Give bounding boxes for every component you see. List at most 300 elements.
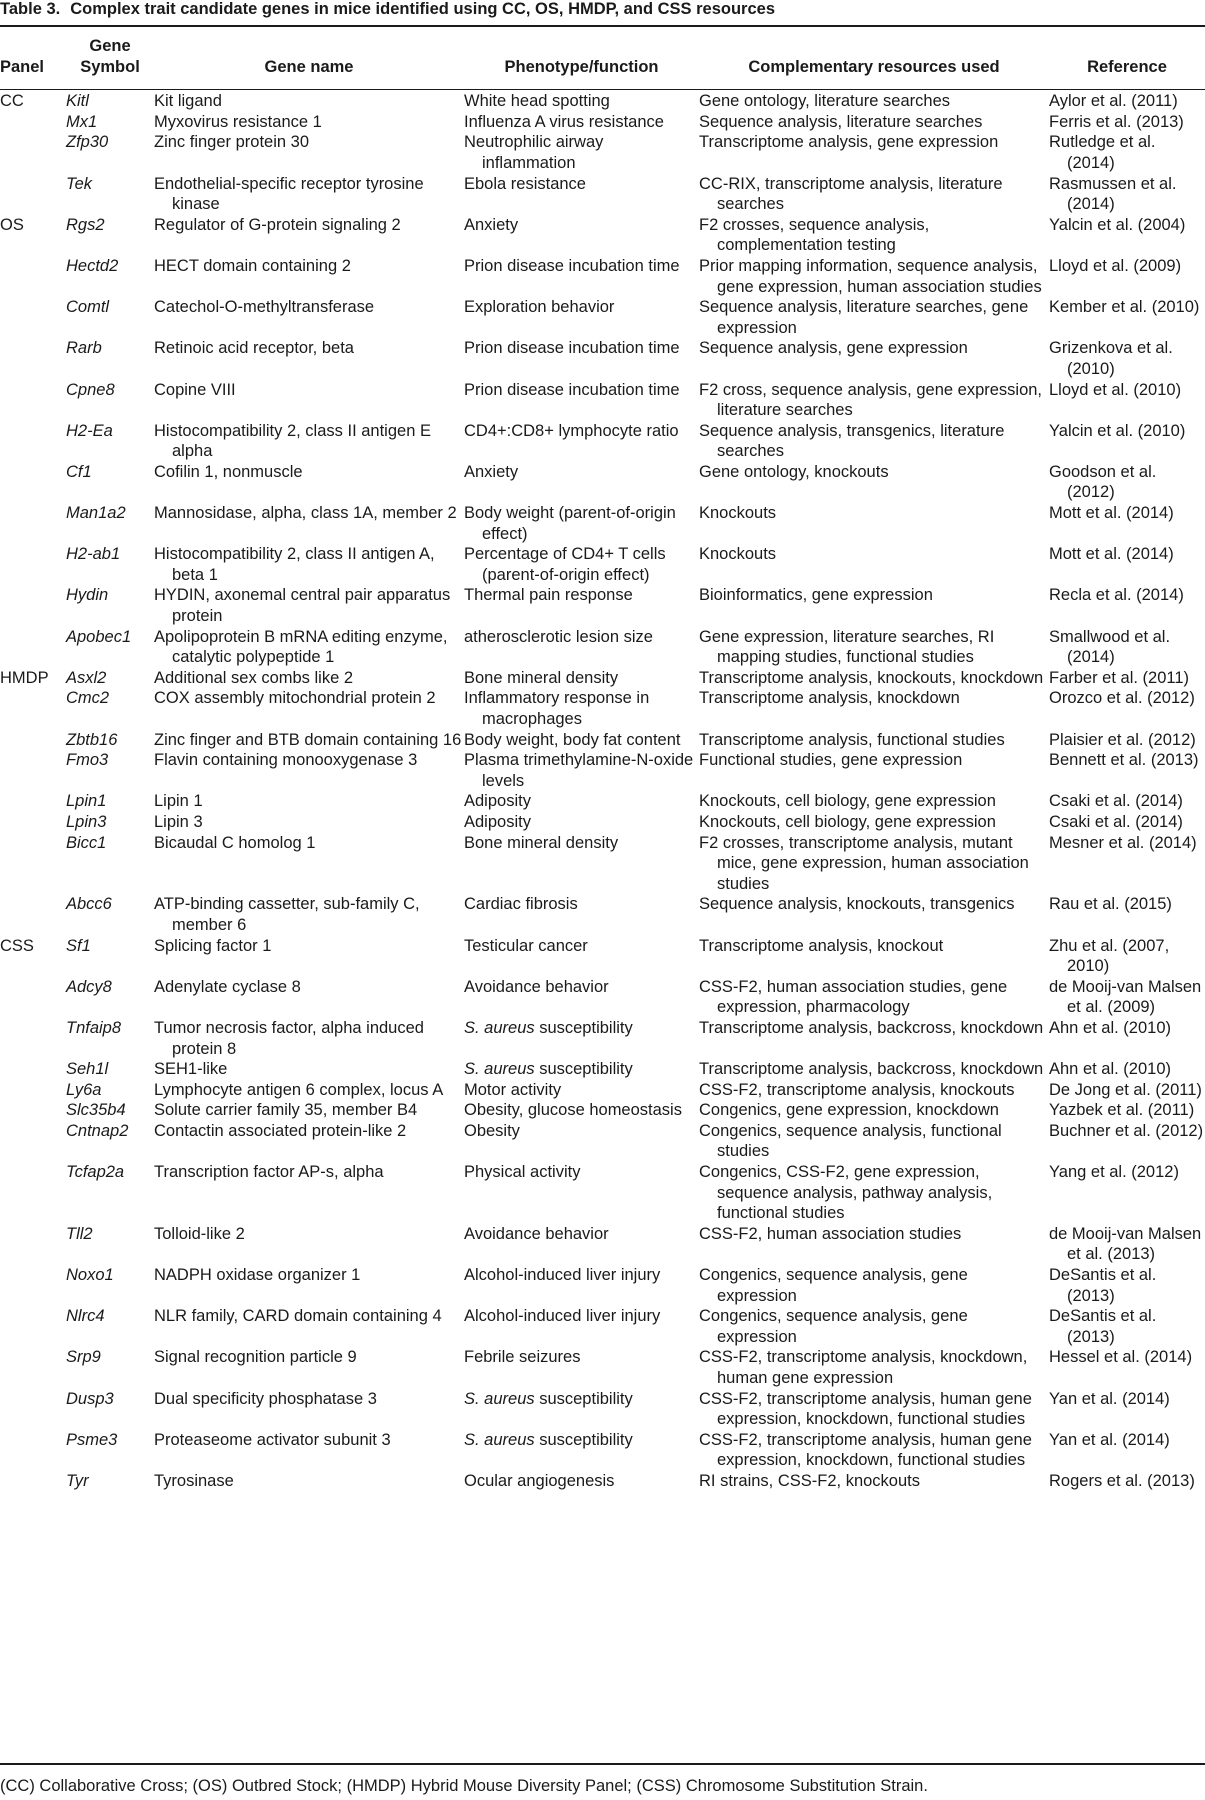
resources-cell: [699, 894, 1049, 935]
phenotype-text: Percentage of CD4+ T cells (parent-of-origin effect): [464, 545, 666, 584]
panel-cell: [0, 1121, 66, 1162]
resources-cell: [699, 1162, 1049, 1224]
phenotype-cell: [464, 688, 699, 729]
panel-cell: [0, 791, 66, 812]
gene-symbol-cell: [66, 380, 154, 421]
resources-text: Transcriptome analysis, knockouts, knockdown: [699, 668, 1044, 687]
panel-cell: [0, 91, 66, 112]
phenotype-text: Plasma trimethylamine-N-oxide levels: [464, 751, 694, 790]
table-row: [0, 132, 1205, 173]
resources-cell: [699, 297, 1049, 338]
panel-cell: [0, 750, 66, 791]
gene-name-text: Copine VIII: [154, 380, 236, 399]
gene-symbol-text: Cf1: [66, 462, 92, 481]
resources-cell: [699, 1389, 1049, 1430]
gene-symbol-cell: [66, 812, 154, 833]
resources-cell: [699, 791, 1049, 812]
resources-cell: [699, 936, 1049, 977]
gene-symbol-cell: [66, 91, 154, 112]
resources-cell: [699, 668, 1049, 689]
gene-name-cell: [154, 174, 464, 215]
resources-text: CSS-F2, transcriptome analysis, knockdown, human gene expression: [699, 1348, 1028, 1387]
gene-name-text: Apolipoprotein B mRNA editing enzyme, catalytic polypeptide 1: [154, 627, 448, 667]
gene-name-text: Myxovirus resistance 1: [154, 112, 322, 131]
panel-cell: [0, 668, 66, 689]
reference-text: Bennett et al. (2013): [1049, 751, 1199, 770]
table-row: [0, 977, 1205, 1018]
gene-name-cell: [154, 1100, 464, 1121]
gene-symbol-text: Adcy8: [66, 977, 112, 996]
gene-name-text: Endothelial-specific receptor tyrosine kinase: [154, 174, 424, 214]
resources-text: CSS-F2, transcriptome analysis, human gene expression, knockdown, functional studies: [699, 1389, 1032, 1429]
panel-cell: [0, 812, 66, 833]
resources-text: F2 crosses, transcriptome analysis, mutant mice, gene expression, human association studies: [699, 833, 1029, 893]
gene-symbol-cell: [66, 936, 154, 977]
panel-text: OS: [0, 215, 24, 234]
gene-name-cell: [154, 380, 464, 421]
reference-cell: [1049, 688, 1205, 729]
resources-cell: [699, 132, 1049, 173]
resources-cell: [699, 833, 1049, 895]
resources-cell: [699, 1347, 1049, 1388]
panel-cell: [0, 1224, 66, 1265]
panel-text: HMDP: [0, 668, 49, 687]
phenotype-cell: [464, 750, 699, 791]
gene-symbol-cell: [66, 1059, 154, 1080]
panel-text: CC: [0, 92, 24, 111]
phenotype-text: Obesity, glucose homeostasis: [464, 1101, 682, 1120]
gene-symbol-text: Nlrc4: [66, 1307, 105, 1326]
phenotype-cell: [464, 668, 699, 689]
table-row: [0, 380, 1205, 421]
gene-symbol-text: Rgs2: [66, 215, 105, 234]
reference-cell: [1049, 91, 1205, 112]
reference-text: Lloyd et al. (2010): [1049, 380, 1182, 399]
gene-name-text: Transcription factor AP-s, alpha: [154, 1163, 384, 1182]
gene-symbol-text: Tek: [66, 174, 92, 193]
gene-symbol-cell: [66, 585, 154, 626]
reference-text: Mesner et al. (2014): [1049, 833, 1197, 852]
gene-name-cell: [154, 215, 464, 256]
gene-name-cell: [154, 1121, 464, 1162]
panel-cell: [0, 936, 66, 977]
gene-name-cell: [154, 668, 464, 689]
gene-symbol-cell: [66, 215, 154, 256]
phenotype-rest: susceptibility: [534, 1060, 633, 1079]
reference-cell: [1049, 668, 1205, 689]
table-row: [0, 421, 1205, 462]
gene-symbol-text: Srp9: [66, 1348, 101, 1367]
gene-name-cell: [154, 977, 464, 1018]
gene-name-cell: [154, 1080, 464, 1101]
resources-text: CSS-F2, transcriptome analysis, human gene expression, knockdown, functional studies: [699, 1430, 1032, 1470]
gene-symbol-cell: [66, 338, 154, 379]
resources-cell: [699, 1430, 1049, 1471]
reference-text: Rutledge et al. (2014): [1049, 133, 1156, 172]
table-row: [0, 833, 1205, 895]
resources-text: Congenics, CSS-F2, gene expression, sequence analysis, pathway analysis, functional studies: [699, 1163, 993, 1223]
resources-cell: [699, 688, 1049, 729]
gene-symbol-cell: [66, 1306, 154, 1347]
gene-name-cell: [154, 791, 464, 812]
panel-cell: [0, 1059, 66, 1080]
phenotype-cell: [464, 1018, 699, 1059]
phenotype-cell: [464, 91, 699, 112]
gene-name-text: Solute carrier family 35, member B4: [154, 1101, 418, 1120]
table-row: [0, 174, 1205, 215]
resources-text: Sequence analysis, transgenics, literature searches: [699, 421, 1005, 461]
phenotype-text: Body weight, body fat content: [464, 730, 681, 749]
gene-symbol-text: Seh1l: [66, 1060, 109, 1079]
gene-symbol-text: Ly6a: [66, 1080, 102, 1099]
phenotype-text: Adiposity: [464, 792, 531, 811]
reference-text: Ahn et al. (2010): [1049, 1018, 1171, 1037]
gene-name-cell: [154, 812, 464, 833]
gene-symbol-cell: [66, 1100, 154, 1121]
phenotype-cell: [464, 215, 699, 256]
gene-symbol-cell: [66, 1471, 154, 1492]
reference-cell: [1049, 585, 1205, 626]
phenotype-cell: [464, 544, 699, 585]
gene-name-cell: [154, 1471, 464, 1492]
table-row: [0, 544, 1205, 585]
reference-cell: [1049, 1100, 1205, 1121]
reference-cell: [1049, 297, 1205, 338]
resources-text: Congenics, sequence analysis, gene expression: [699, 1266, 968, 1305]
resources-cell: [699, 1018, 1049, 1059]
gene-symbol-text: Abcc6: [66, 895, 112, 914]
reference-text: de Mooij-van Malsen et al. (2013): [1049, 1224, 1202, 1264]
gene-name-text: Cofilin 1, nonmuscle: [154, 462, 303, 481]
reference-text: Yalcin et al. (2004): [1049, 215, 1186, 234]
table-row: [0, 750, 1205, 791]
panel-cell: [0, 297, 66, 338]
reference-text: Rasmussen et al. (2014): [1049, 174, 1177, 214]
phenotype-text: Influenza A virus resistance: [464, 112, 664, 131]
bottom-rule: [0, 1763, 1205, 1765]
gene-symbol-cell: [66, 1224, 154, 1265]
phenotype-cell: [464, 1100, 699, 1121]
phenotype-cell: [464, 1265, 699, 1306]
gene-name-text: Flavin containing monooxygenase 3: [154, 751, 418, 770]
reference-cell: [1049, 791, 1205, 812]
resources-text: Congenics, sequence analysis, gene expression: [699, 1307, 968, 1346]
resources-text: CSS-F2, human association studies, gene expression, pharmacology: [699, 977, 1008, 1017]
gene-name-text: Bicaudal C homolog 1: [154, 833, 316, 852]
reference-cell: [1049, 338, 1205, 379]
phenotype-cell: [464, 503, 699, 544]
gene-symbol-text: Kitl: [66, 92, 89, 111]
reference-text: Goodson et al. (2012): [1049, 462, 1157, 502]
resources-text: Gene ontology, literature searches: [699, 92, 951, 111]
resources-cell: [699, 256, 1049, 297]
reference-text: Plaisier et al. (2012): [1049, 730, 1196, 749]
phenotype-text: Bone mineral density: [464, 668, 619, 687]
reference-cell: [1049, 462, 1205, 503]
gene-symbol-cell: [66, 1265, 154, 1306]
phenotype-text: [464, 1018, 699, 1039]
gene-name-text: Adenylate cyclase 8: [154, 977, 301, 996]
gene-symbol-text: Tnfaip8: [66, 1018, 122, 1037]
table-row: [0, 338, 1205, 379]
phenotype-cell: [464, 812, 699, 833]
panel-cell: [0, 1306, 66, 1347]
resources-cell: [699, 112, 1049, 133]
table-row: [0, 256, 1205, 297]
resources-cell: [699, 812, 1049, 833]
reference-cell: [1049, 1430, 1205, 1471]
reference-text: Csaki et al. (2014): [1049, 812, 1183, 831]
gene-symbol-cell: [66, 894, 154, 935]
gene-name-cell: [154, 421, 464, 462]
gene-symbol-cell: [66, 1018, 154, 1059]
resources-text: Gene ontology, knockouts: [699, 462, 889, 481]
gene-name-cell: [154, 833, 464, 895]
gene-name-text: Contactin associated protein-like 2: [154, 1121, 407, 1140]
resources-text: F2 crosses, sequence analysis, complementation testing: [699, 215, 930, 255]
gene-name-cell: [154, 627, 464, 668]
reference-text: Buchner et al. (2012): [1049, 1121, 1204, 1140]
header-phenotype: Phenotype/function: [504, 57, 659, 76]
phenotype-rest: susceptibility: [534, 1018, 633, 1037]
resources-cell: [699, 1121, 1049, 1162]
gene-symbol-cell: [66, 421, 154, 462]
resources-text: CSS-F2, transcriptome analysis, knockouts: [699, 1080, 1015, 1099]
header-reference: Reference: [1087, 57, 1167, 76]
reference-text: Yalcin et al. (2010): [1049, 421, 1186, 440]
gene-symbol-text: H2-Ea: [66, 421, 113, 440]
gene-symbol-text: Mx1: [66, 112, 98, 131]
reference-text: de Mooij-van Malsen et al. (2009): [1049, 977, 1202, 1017]
panel-cell: [0, 544, 66, 585]
resources-text: Transcriptome analysis, backcross, knockdown: [699, 1060, 1044, 1079]
panel-cell: [0, 730, 66, 751]
resources-cell: [699, 421, 1049, 462]
panel-cell: [0, 1347, 66, 1388]
gene-name-cell: [154, 544, 464, 585]
phenotype-rest: susceptibility: [534, 1389, 633, 1408]
gene-symbol-text: Psme3: [66, 1430, 118, 1449]
panel-cell: [0, 338, 66, 379]
gene-symbol-text: Fmo3: [66, 751, 109, 770]
panel-cell: [0, 112, 66, 133]
resources-cell: [699, 750, 1049, 791]
gene-name-cell: [154, 1224, 464, 1265]
resources-cell: [699, 585, 1049, 626]
table-caption: [0, 0, 1205, 22]
panel-cell: [0, 1430, 66, 1471]
reference-text: Ahn et al. (2010): [1049, 1060, 1171, 1079]
gene-symbol-cell: [66, 297, 154, 338]
resources-cell: [699, 462, 1049, 503]
phenotype-cell: [464, 462, 699, 503]
gene-name-cell: [154, 112, 464, 133]
resources-cell: [699, 1265, 1049, 1306]
phenotype-text: Thermal pain response: [464, 586, 633, 605]
reference-cell: [1049, 894, 1205, 935]
resources-text: Knockouts: [699, 504, 777, 523]
resources-text: Congenics, sequence analysis, functional studies: [699, 1121, 1002, 1161]
reference-text: DeSantis et al. (2013): [1049, 1307, 1157, 1346]
gene-name-text: Additional sex combs like 2: [154, 668, 354, 687]
gene-symbol-cell: [66, 668, 154, 689]
resources-cell: [699, 380, 1049, 421]
panel-cell: [0, 833, 66, 895]
phenotype-cell: [464, 1306, 699, 1347]
phenotype-cell: [464, 421, 699, 462]
gene-symbol-text: Man1a2: [66, 504, 126, 523]
table-row: [0, 585, 1205, 626]
resources-text: Transcriptome analysis, knockout: [699, 936, 944, 955]
gene-name-text: COX assembly mitochondrial protein 2: [154, 689, 436, 708]
gene-symbol-cell: [66, 1347, 154, 1388]
table-row: [0, 1018, 1205, 1059]
table-row: [0, 1306, 1205, 1347]
panel-cell: [0, 380, 66, 421]
table-row: [0, 730, 1205, 751]
gene-symbol-text: Cmc2: [66, 689, 110, 708]
phenotype-cell: [464, 1080, 699, 1101]
gene-name-text: NADPH oxidase organizer 1: [154, 1266, 361, 1285]
table-row: [0, 1430, 1205, 1471]
table-row: [0, 936, 1205, 977]
table-body: [0, 91, 1205, 1491]
table-row: [0, 668, 1205, 689]
gene-symbol-text: Hydin: [66, 586, 109, 605]
resources-text: RI strains, CSS-F2, knockouts: [699, 1471, 920, 1490]
phenotype-text: Anxiety: [464, 462, 519, 481]
gene-name-text: Proteaseome activator subunit 3: [154, 1430, 391, 1449]
panel-cell: [0, 1471, 66, 1492]
gene-name-text: HYDIN, axonemal central pair apparatus protein: [154, 586, 451, 626]
gene-name-cell: [154, 132, 464, 173]
species-name: S. aureus: [464, 1018, 535, 1037]
gene-name-text: SEH1-like: [154, 1060, 228, 1079]
reference-text: Ferris et al. (2013): [1049, 112, 1184, 131]
table-row: [0, 1059, 1205, 1080]
resources-cell: [699, 503, 1049, 544]
panel-cell: [0, 627, 66, 668]
gene-symbol-cell: [66, 544, 154, 585]
gene-name-cell: [154, 1430, 464, 1471]
resources-cell: [699, 544, 1049, 585]
gene-symbol-cell: [66, 1389, 154, 1430]
reference-cell: [1049, 174, 1205, 215]
reference-cell: [1049, 132, 1205, 173]
reference-cell: [1049, 1471, 1205, 1492]
resources-text: Sequence analysis, knockouts, transgenics: [699, 895, 1015, 914]
gene-symbol-text: Rarb: [66, 339, 102, 358]
table-row: [0, 1080, 1205, 1101]
resources-cell: [699, 1224, 1049, 1265]
table-label: Table 3.: [0, 0, 61, 18]
panel-cell: [0, 688, 66, 729]
phenotype-text: Prion disease incubation time: [464, 339, 680, 358]
resources-text: Transcriptome analysis, functional studies: [699, 730, 1005, 749]
phenotype-cell: [464, 112, 699, 133]
gene-name-text: Splicing factor 1: [154, 936, 272, 955]
gene-name-cell: [154, 936, 464, 977]
gene-symbol-cell: [66, 791, 154, 812]
reference-text: De Jong et al. (2011): [1049, 1080, 1202, 1099]
resources-cell: [699, 1306, 1049, 1347]
phenotype-text: Alcohol-induced liver injury: [464, 1307, 661, 1326]
gene-name-cell: [154, 462, 464, 503]
resources-text: CSS-F2, human association studies: [699, 1224, 962, 1243]
panel-cell: [0, 894, 66, 935]
reference-cell: [1049, 730, 1205, 751]
phenotype-text: Adiposity: [464, 812, 531, 831]
gene-symbol-text: Cpne8: [66, 380, 115, 399]
phenotype-text: Avoidance behavior: [464, 977, 609, 996]
gene-name-text: Mannosidase, alpha, class 1A, member 2: [154, 504, 457, 523]
species-name: S. aureus: [464, 1389, 535, 1408]
gene-name-cell: [154, 91, 464, 112]
phenotype-text: Body weight (parent-of-origin effect): [464, 504, 676, 543]
gene-symbol-text: Cntnap2: [66, 1121, 129, 1140]
phenotype-text: Motor activity: [464, 1080, 562, 1099]
phenotype-text: Physical activity: [464, 1163, 581, 1182]
species-name: S. aureus: [464, 1060, 535, 1079]
reference-text: DeSantis et al. (2013): [1049, 1266, 1157, 1305]
gene-symbol-cell: [66, 688, 154, 729]
gene-symbol-text: Zbtb16: [66, 730, 118, 749]
gene-symbol-cell: [66, 1430, 154, 1471]
reference-cell: [1049, 1080, 1205, 1101]
resources-text: Knockouts: [699, 545, 777, 564]
gene-symbol-text: Zfp30: [66, 133, 109, 152]
gene-symbol-cell: [66, 977, 154, 1018]
reference-text: Smallwood et al. (2014): [1049, 627, 1171, 667]
gene-symbol-cell: [66, 503, 154, 544]
reference-cell: [1049, 380, 1205, 421]
resources-cell: [699, 215, 1049, 256]
gene-symbol-text: Comtl: [66, 298, 110, 317]
phenotype-cell: [464, 1059, 699, 1080]
reference-text: Mott et al. (2014): [1049, 545, 1174, 564]
phenotype-text: Testicular cancer: [464, 936, 588, 955]
reference-cell: [1049, 1347, 1205, 1388]
phenotype-text: Prion disease incubation time: [464, 256, 680, 275]
phenotype-cell: [464, 627, 699, 668]
reference-cell: [1049, 833, 1205, 895]
reference-cell: [1049, 256, 1205, 297]
resources-text: Transcriptome analysis, backcross, knockdown: [699, 1018, 1044, 1037]
gene-name-text: Regulator of G-protein signaling 2: [154, 215, 401, 234]
table-row: [0, 1347, 1205, 1388]
panel-cell: [0, 1080, 66, 1101]
resources-text: Knockouts, cell biology, gene expression: [699, 812, 996, 831]
table-row: [0, 1100, 1205, 1121]
phenotype-text: Anxiety: [464, 215, 519, 234]
gene-name-cell: [154, 1389, 464, 1430]
resources-cell: [699, 627, 1049, 668]
phenotype-text: Avoidance behavior: [464, 1224, 609, 1243]
reference-cell: [1049, 627, 1205, 668]
phenotype-text: Ebola resistance: [464, 174, 586, 193]
reference-cell: [1049, 750, 1205, 791]
phenotype-cell: [464, 894, 699, 935]
resources-text: F2 cross, sequence analysis, gene expression, literature searches: [699, 380, 1043, 420]
table-footnote: (CC) Collaborative Cross; (OS) Outbred Stock; (HMDP) Hybrid Mouse Diversity Panel; (CSS) Chromosome Substitution Strain.: [0, 1777, 928, 1795]
table-row: [0, 1224, 1205, 1265]
gene-symbol-cell: [66, 462, 154, 503]
reference-cell: [1049, 1162, 1205, 1224]
resources-cell: [699, 338, 1049, 379]
resources-cell: [699, 1059, 1049, 1080]
gene-symbol-text: Tyr: [66, 1471, 89, 1490]
gene-name-text: Zinc finger protein 30: [154, 133, 310, 152]
